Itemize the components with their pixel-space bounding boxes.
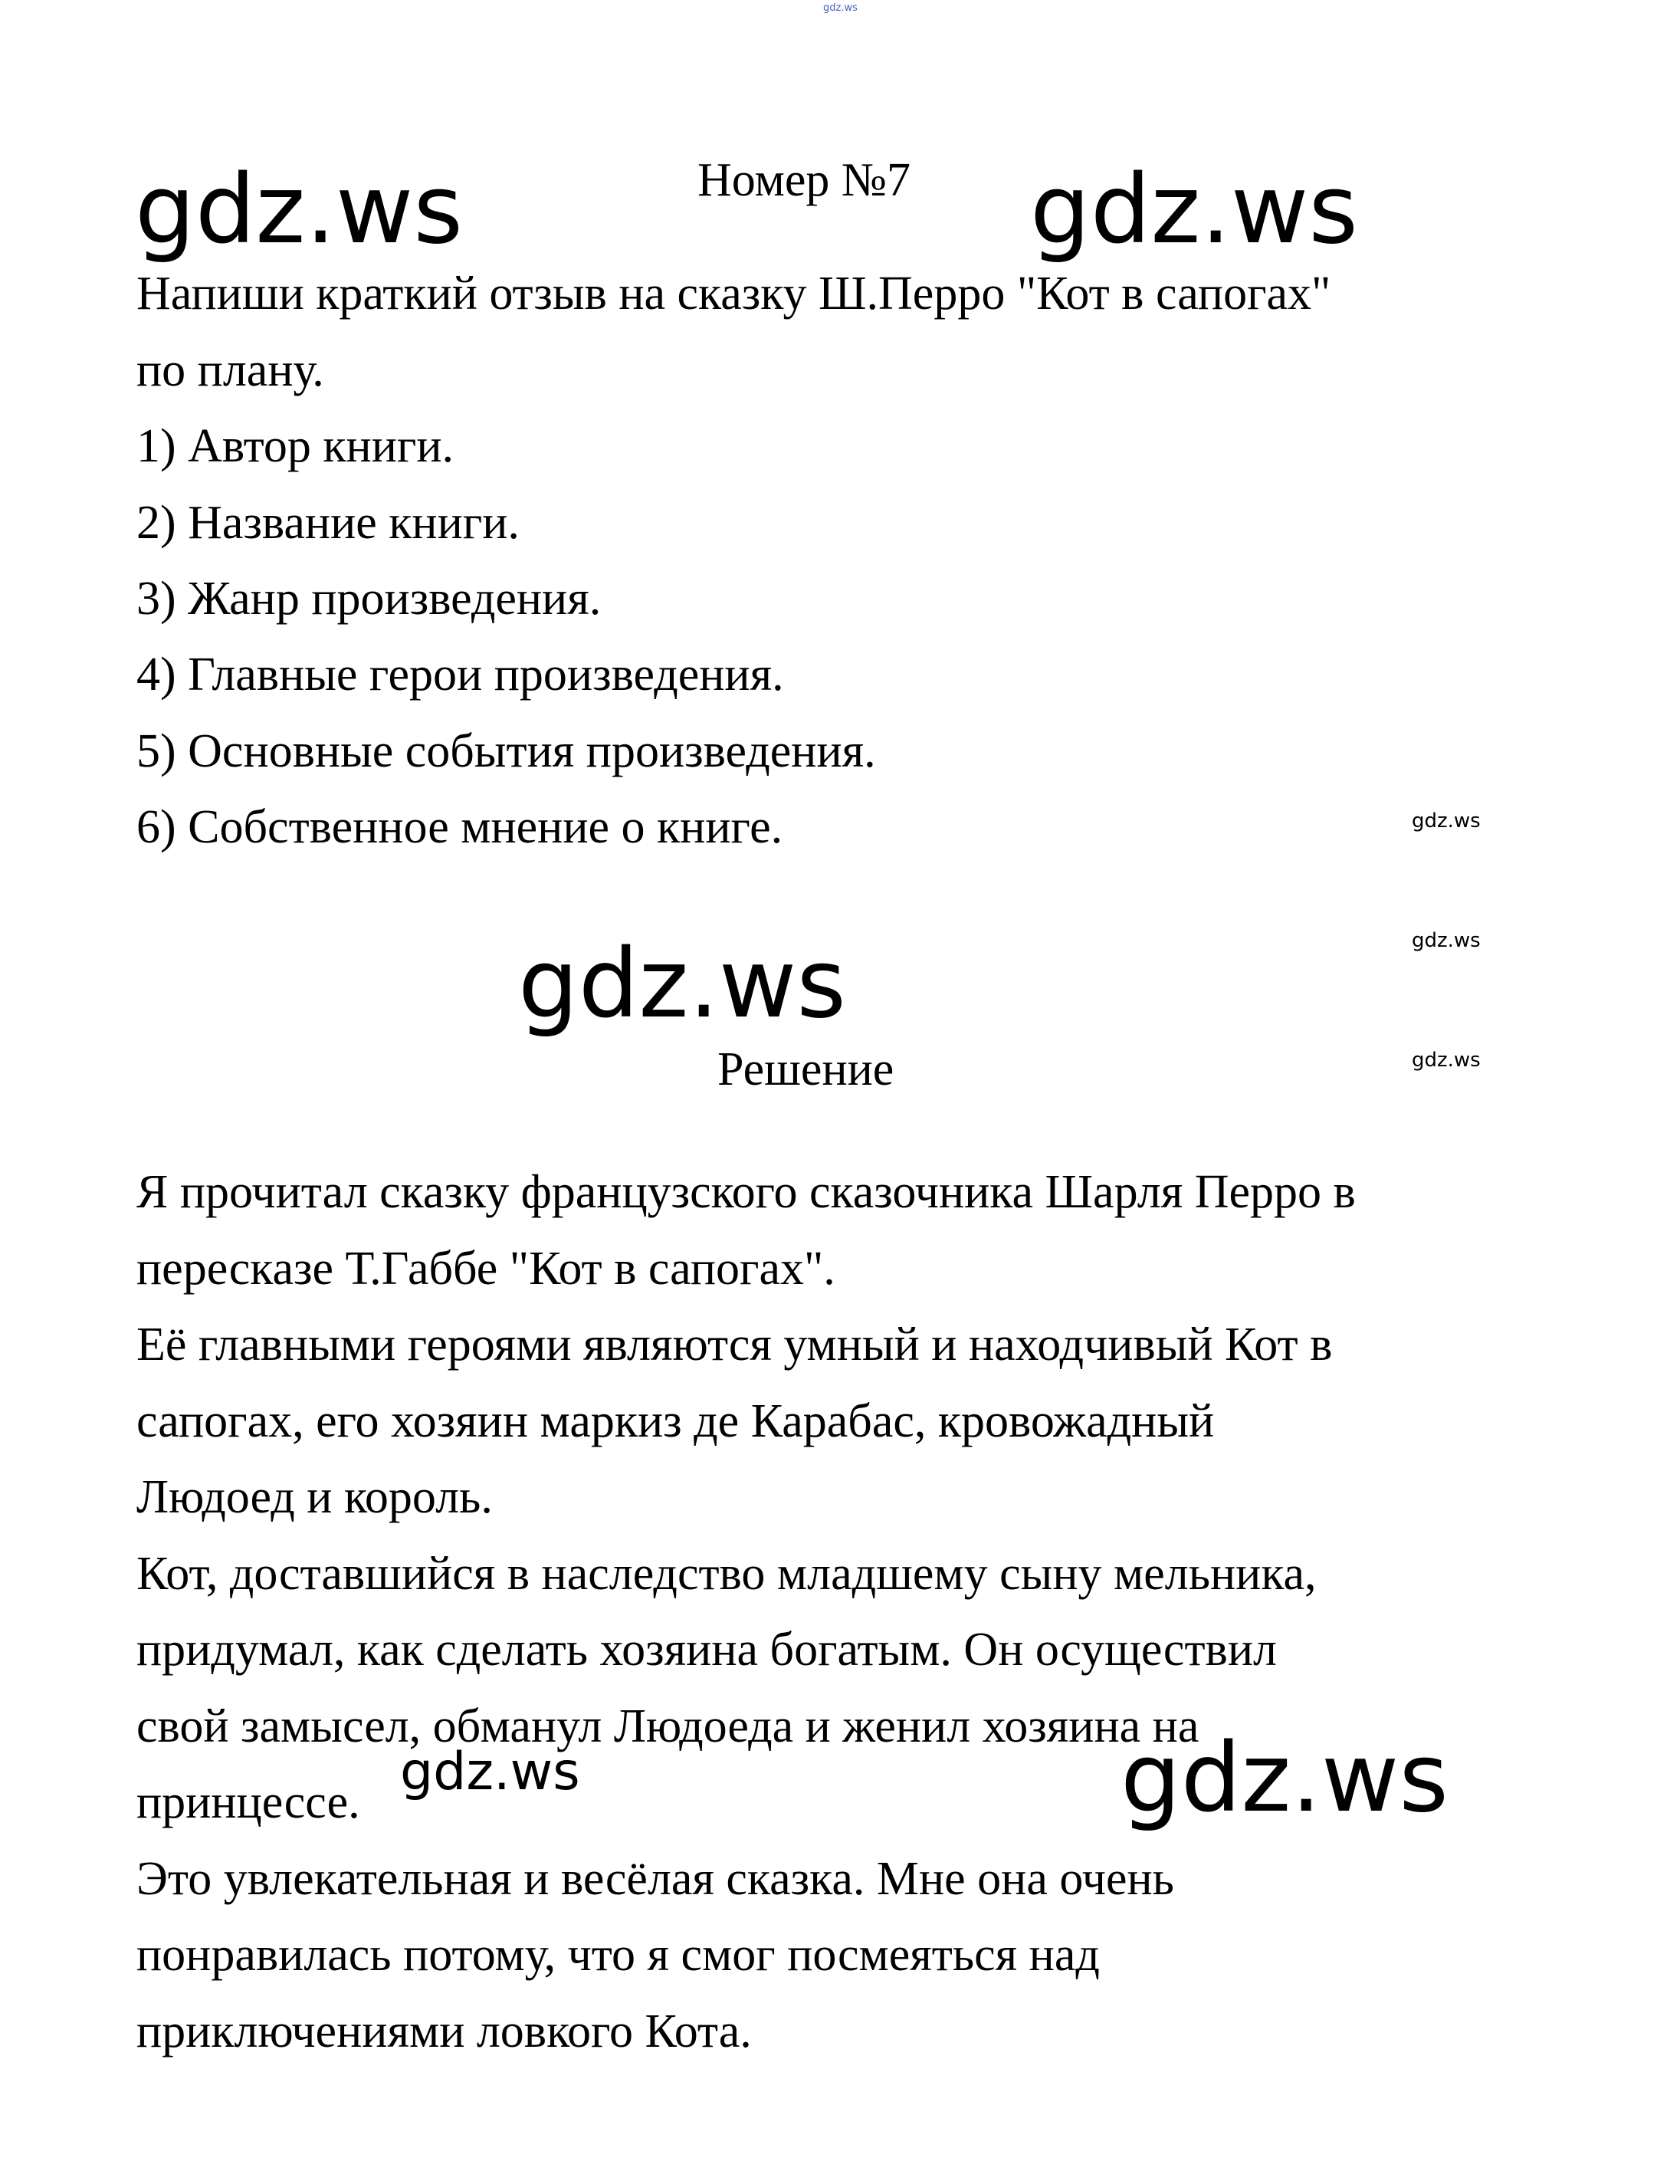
- watermark-side-3: gdz.ws: [1412, 1049, 1481, 1072]
- solution-line: сапогах, его хозяин маркиз де Карабас, кровожадный: [136, 1395, 1215, 1447]
- solution-line: приключениями ловкого Кота.: [136, 2005, 752, 2058]
- solution-line: Кот, доставшийся в наследство младшему сыну мельника,: [136, 1548, 1317, 1600]
- solution-line: придумал, как сделать хозяина богатым. Он осуществил: [136, 1624, 1277, 1676]
- watermark-top-left: gdz.ws: [135, 155, 463, 265]
- watermark-middle: gdz.ws: [518, 929, 846, 1039]
- watermark-side-2: gdz.ws: [1412, 929, 1481, 952]
- task-line: 6) Собственное мнение о книге.: [136, 801, 783, 853]
- solution-line: принцессе.: [136, 1776, 360, 1828]
- page-title: Номер №7: [697, 154, 911, 206]
- task-line: 5) Основные события произведения.: [136, 725, 876, 777]
- solution-line: пересказе Т.Габбе "Кот в сапогах".: [136, 1243, 835, 1295]
- task-line: 4) Главные герои произведения.: [136, 649, 784, 701]
- solution-line: Это увлекательная и весёлая сказка. Мне она очень: [136, 1853, 1174, 1905]
- solution-line: свой замысел, обманул Людоеда и женил хозяина на: [136, 1700, 1199, 1752]
- task-line: по плану.: [136, 344, 324, 396]
- solution-line: Я прочитал сказку французского сказочника Шарля Перро в: [136, 1166, 1356, 1218]
- watermark-bottom-small: gdz.ws: [400, 1742, 580, 1802]
- watermark-top-right: gdz.ws: [1030, 155, 1358, 265]
- solution-heading: Решение: [717, 1043, 894, 1095]
- watermark-bottom-big: gdz.ws: [1121, 1723, 1449, 1834]
- solution-line: понравилась потому, что я смог посмеяться над: [136, 1929, 1100, 1981]
- watermark-tiny: gdz.ws: [823, 2, 858, 14]
- task-line: 3) Жанр произведения.: [136, 573, 602, 625]
- solution-line: Людоед и король.: [136, 1471, 493, 1523]
- task-line: 2) Название книги.: [136, 497, 520, 549]
- watermark-side-1: gdz.ws: [1412, 810, 1481, 833]
- task-line: Напиши краткий отзыв на сказку Ш.Перро "Кот в сапогах": [136, 268, 1331, 320]
- solution-line: Её главными героями являются умный и находчивый Кот в: [136, 1319, 1333, 1371]
- task-line: 1) Автор книги.: [136, 420, 454, 472]
